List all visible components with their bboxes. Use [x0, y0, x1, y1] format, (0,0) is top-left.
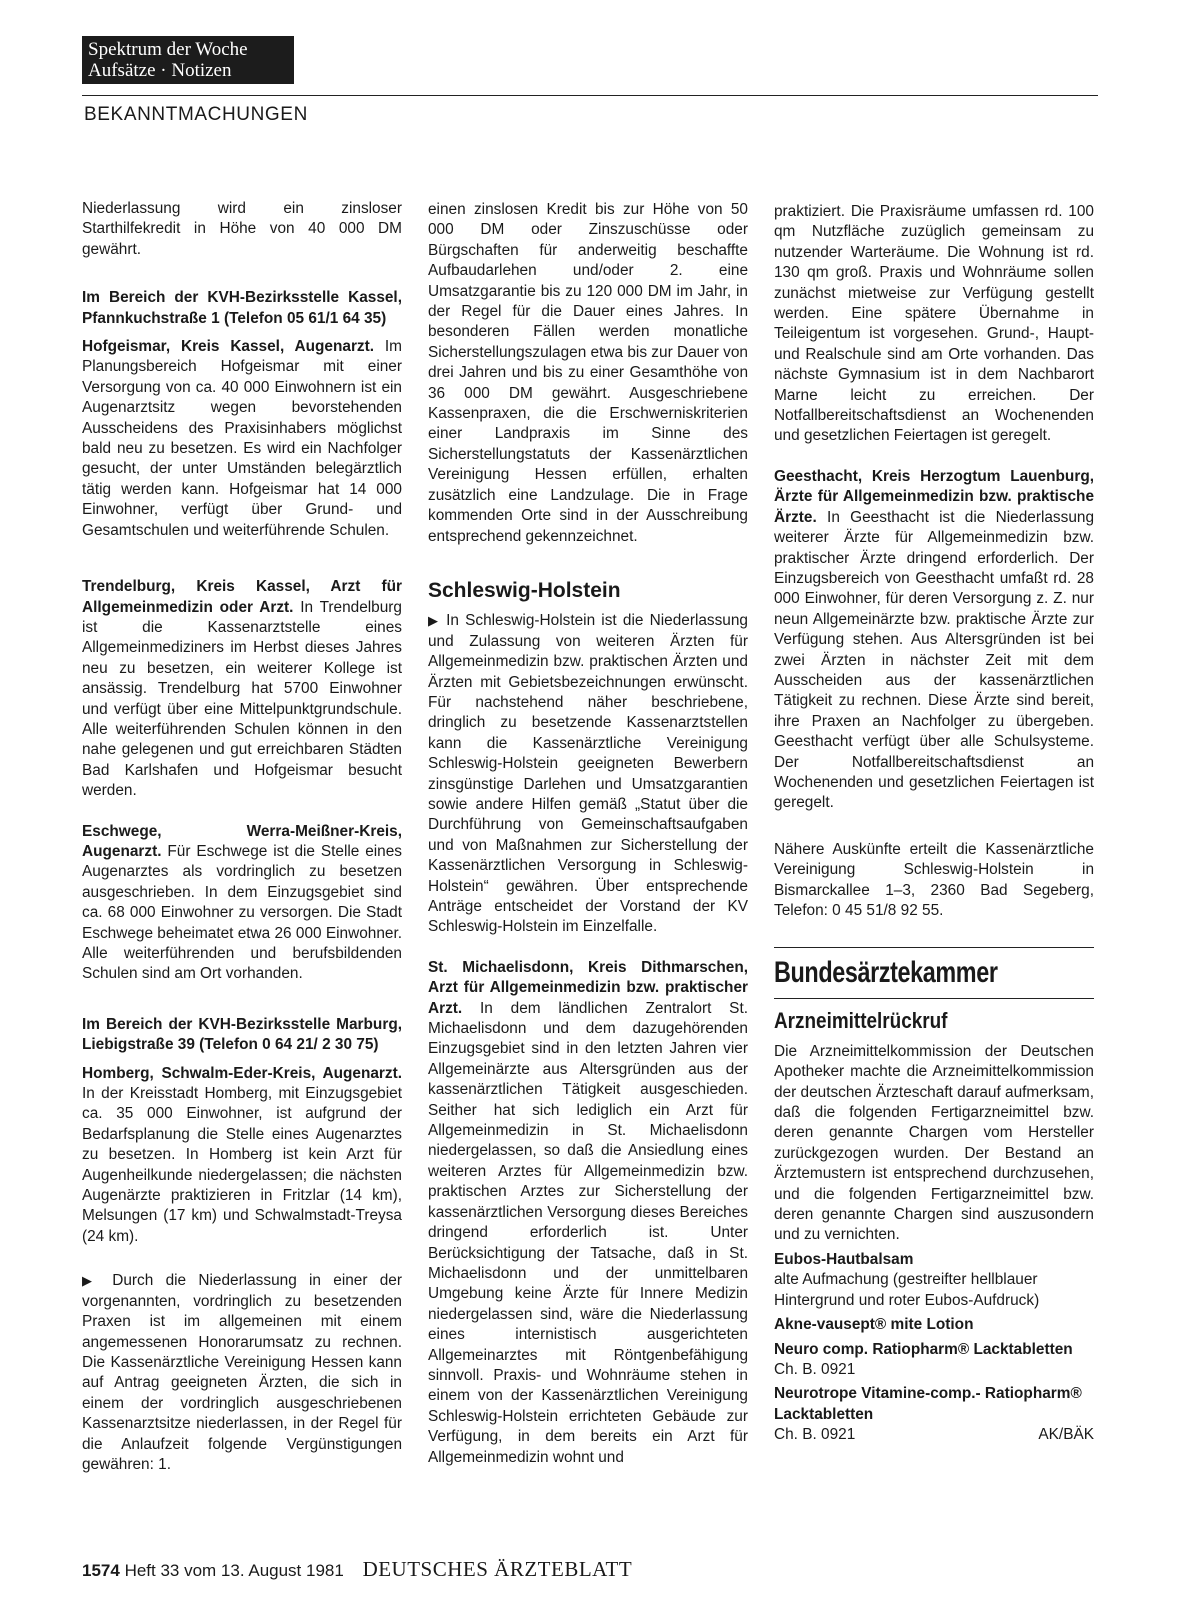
announcement-title: Hofgeismar, Kreis Kassel, Augenarzt.: [82, 338, 375, 356]
heading-bundesaerztekammer: Bundesärztekammer: [774, 956, 998, 990]
paragraph: Niederlassung wird ein zinsloser Starthilfekredit in Höhe von 40 000 DM gewährt.: [82, 200, 402, 258]
announcement-title: St. Michaelisdonn, Kreis Dithmarschen, Arzt für Allgemeinmedizin bzw. praktischer Arzt.: [428, 958, 748, 1017]
announcement-title: Geesthacht, Kreis Herzogtum Lauenburg, Ärzte für Allgemeinmedizin bzw. praktische Ärzte.: [774, 467, 1094, 526]
recall-item: [774, 1340, 1094, 1381]
announcement-title: Trendelburg, Kreis Kassel, Arzt für Allgemeinmedizin oder Arzt.: [82, 578, 402, 616]
recall-item-name: Neuro comp. Ratiopharm® Lacktabletten: [774, 1340, 1073, 1358]
arrow-icon: ▶: [428, 613, 440, 629]
column-2: [428, 200, 748, 1488]
announcement-text: In Geesthacht ist die Niederlassung weiterer Ärzte für Allgemeinmedizin bzw. praktischer Ärzte dringend erforderlich. Der Einzugsbereich von Geesthacht umfaßt rd. 28 000 Einwohner, für deren Versorgung z. Z. nur neun Allgemeinärzte bzw. praktische Ärzte zur Verfügung stehen. Aus Altersgründen ist bei zwei Ärzten in nächster Zeit mit dem Ausscheiden aus der kassenärztlichen Tätigkeit zu rechnen. Diese Ärzte sind bereit, ihre Praxen an Nachfolger zu übergeben. Geesthacht verfügt über alle Schulsysteme. Der Notfallbereitschaftsdienst an Wochenenden und gesetzlichen Feiertagen ist geregelt.: [774, 508, 1095, 812]
journal-name: DEUTSCHES ÄRZTEBLATT: [362, 1557, 633, 1581]
paragraph-text: Durch die Niederlassung in einer der vorgenannten, vordringlich zu besetzenden Praxen ist im allgemeinen mit einem angemessenen Honorarumsatz zu rechnen. Die Kassenärztliche Vereinigung Hessen kann auf Antrag geeigneten Ärzten, die sich in einem der vordringlich ausgeschriebenen Kassenarztsitze niederlassen, in der Regel für die Anlaufzeit folgende Vergünstigungen gewähren: 1.: [82, 1272, 402, 1473]
heading-arzneimittelrueckruf: Arzneimittelrückruf: [774, 1008, 948, 1034]
recall-item: [774, 1315, 1094, 1335]
announcement-geesthacht: [774, 467, 1094, 814]
recall-item-name: Neurotrope Vitamine-comp.- Ratiopharm® Lacktabletten: [774, 1385, 1082, 1423]
recall-item-name: Eubos-Hautbalsam: [774, 1250, 914, 1268]
paragraph-schleswig-holstein: [428, 611, 748, 938]
column-1: [82, 199, 402, 1495]
section-header-box: [82, 36, 294, 84]
paragraph: praktiziert. Die Praxisräume umfassen rd. 100 qm Nutzfläche zuzüglich gemeinsam zu nutzender Warteräume. Die Wohnung ist rd. 130 qm groß. Praxis und Wohnräume sollen zunächst mietweise zur Verfügung gestellt werden. Eine spätere Übernahme in Teileigentum ist vorgesehen. Grund-, Haupt- und Realschule sind am Orte vorhanden. Das nächste Gymnasium ist in dem Nachbarort Marne leicht zu erreichen. Der Notfallbereitschaftsdienst an Wochenenden und gesetzlichen Feiertagen ist geregelt.: [774, 203, 1094, 445]
recall-item: [774, 1250, 1094, 1311]
announcement-text: In Trendelburg ist die Kassenarztstelle eines Allgemeinmediziners im Herbst dieses Jahres neu zu besetzen, ein weiterer Kollege ist ansässig. Trendelburg hat 5700 Einwohner und verfügt über eine Mittelpunktgrundschule. Alle weiterführenden Schulen können in den nahe gelegenen und gut erreichbaren Städten Bad Karlshafen und Hofgeismar besucht werden.: [82, 598, 402, 800]
announcement-homberg: [82, 1064, 402, 1248]
announcement-trendelburg: [82, 577, 402, 801]
page-footer: [82, 1557, 632, 1582]
heading-schleswig-holstein: Schleswig-Holstein: [428, 578, 621, 602]
issue-info: Heft 33 vom 13. August 1981: [124, 1561, 344, 1580]
recall-item-desc: alte Aufmachung (gestreifter hellblauer Hintergrund und roter Eubos-Aufdruck): [774, 1271, 1040, 1309]
paragraph-benefits: [82, 1271, 402, 1475]
district-heading-kassel: Im Bereich der KVH-Bezirksstelle Kassel, Pfannkuchstraße 1 (Telefon 05 61/1 64 35): [82, 289, 402, 327]
announcement-text: In dem ländlichen Zentralort St. Michaelisdonn und dem dazugehörenden Einzugsgebiet sind in den letzten Jahren vier Allgemeinärzte aus Altersgründen aus der kassenärztlichen Tätigkeit ausgeschieden. Seither hat sich lediglich ein Arzt für Allgemeinmedizin in St. Michaelisdonn niedergelassen, so daß die Ansiedlung eines weiteren Arztes für Allgemeinmedizin bzw. praktischen Arztes zur Sicherstellung der kassenärztlichen Versorgung dieses Bereiches dringend erforderlich ist. Unter Berücksichtigung der Tatsache, daß in St. Michaelisdonn und der unmittelbaren Umgebung keine Ärzte für Innere Medizin niedergelassen sind, wäre die Niederlassung eines internistisch ausgerichteten Allgemeinarztes mit Röntgenbefähigung sinnvoll. Praxis- und Wohnräume stehen in einem von der Kassenärztlichen Vereinigung Schleswig-Holstein errichteten Gebäude zur Verfügung, in dem bereits ein Arzt für Allgemeinmedizin wohnt und: [428, 999, 748, 1466]
recall-item-name: Akne-vausept® mite Lotion: [774, 1316, 974, 1334]
recall-item: [774, 1384, 1094, 1445]
divider: [774, 998, 1094, 999]
announcement-text: Im Planungsbereich Hofgeismar mit einer Versorgung von ca. 40 000 Einwohnern ist ein Augenarztsitz wegen bevorstehenden Ausscheidens des Praxisinhabers möglichst bald neu zu besetzen. Es wird ein Nachfolger gesucht, der unter Umständen belegärztlich tätig werden kann. Hofgeismar hat 14 000 Einwohner, verfügt über Grund- und Gesamtschulen und weiterführende Schulen.: [82, 338, 402, 539]
paragraph-text: In Schleswig-Holstein ist die Niederlassung und Zulassung von weiteren Ärzten für Allgemeinmedizin bzw. praktischen Ärzten und Ärzten mit Gebietsbezeichnungen erwünscht. Für nachstehend näher beschriebene, dringlich zu besetzende Kassenarztstellen kann die Kassenärztliche Vereinigung Schleswig-Holstein geeigneten Bewerbern zinsgünstige Darlehen und Umsatzgarantien sowie andere Hilfen gemäß „Statut über die Durchführung von Gemeinschaftsaufgaben und von Maßnahmen zur Sicherstellung der Kassenärztlichen Versorgung in Schleswig-Holstein“ gewähren. Über entsprechende Anträge entscheidet der Vorstand der KV Schleswig-Holstein im Einzelfalle.: [428, 612, 748, 936]
arrow-icon: ▶: [82, 1273, 100, 1289]
announcement-eschwege: [82, 822, 402, 985]
header-rule: [82, 95, 1098, 96]
announcement-text: Für Eschwege ist die Stelle eines Augenarztes als vordringlich zu besetzen ausgeschrieben. In dem Einzugsgebiet sind ca. 68 000 Einwohner zu versorgen. Die Stadt Eschwege beheimatet etwa 26 000 Einwohner. Alle weiterführenden und berufsbildenden Schulen sind am Ort vorhanden.: [82, 842, 402, 983]
paragraph: einen zinslosen Kredit bis zur Höhe von 50 000 DM oder Zinszuschüsse oder Bürgschaften für anderweitig beschaffte Aufbaudarlehen und/oder 2. eine Umsatzgarantie bis zu 120 000 DM im Jahr, in der Regel für die Dauer eines Jahres. In besonderen Fällen werden monatliche Sicherstellungszulagen etwa bis zur Dauer von drei Jahren und bis zu einer Gesamthöhe von 36 000 DM gewährt. Ausgeschriebene Kassenpraxen, die die Erschwerniskriterien einer Landpraxis im Sinne des Sicherstellungstatuts der Kassenärztlichen Vereinigung Hessen erfüllen, erhalten zusätzlich eine Landzulage. Die in Frage kommenden Orte sind in der Ausschreibung entsprechend gekennzeichnet.: [428, 201, 748, 545]
announcement-hofgeismar: [82, 337, 402, 541]
recall-item-desc: Ch. B. 0921: [774, 1426, 856, 1444]
contact-info: Nähere Auskünfte erteilt die Kassenärztliche Vereinigung Schleswig-Holstein in Bismarckallee 1–3, 2360 Bad Segeberg, Telefon: 0 45 51/8 92 55.: [774, 840, 1094, 919]
header-line-2: Aufsätze · Notizen: [88, 60, 232, 81]
section-label: BEKANNTMACHUNGEN: [84, 104, 308, 125]
announcement-text: In der Kreisstadt Homberg, mit Einzugsgebiet ca. 35 000 Einwohner, ist aufgrund der Bedarfsplanung die Stelle eines Augenarztes zu besetzen. In Homberg ist kein Arzt für Augenheilkunde niedergelassen; die nächsten Augenärzte praktizieren in Fritzlar (14 km), Melsungen (17 km) und Schwalmstadt-Treysa (24 km).: [82, 1085, 402, 1245]
recall-paragraph: Die Arzneimittelkommission der Deutschen Apotheker machte die Arzneimittelkommission der deutschen Ärzteschaft darauf aufmerksam, daß die folgenden Fertigarzneimittel bzw. deren genannte Chargen vom Hersteller zurückgezogen wurden. Der Bestand an Ärztemustern ist entsprechend durchzusehen, und die folgenden Fertigarzneimittel bzw. deren genannte Chargen sind auszusondern und zu vernichten.: [774, 1042, 1094, 1244]
announcement-title: Homberg, Schwalm-Eder-Kreis, Augenarzt.: [82, 1064, 402, 1082]
header-line-1: Spektrum der Woche: [88, 39, 248, 60]
announcement-st-michaelisdonn: [428, 958, 748, 1468]
divider: [774, 947, 1094, 948]
district-heading-marburg: Im Bereich der KVH-Bezirksstelle Marburg, Liebigstraße 39 (Telefon 0 64 21/ 2 30 75): [82, 1015, 402, 1054]
announcement-title: Eschwege, Werra-Meißner-Kreis, Augenarzt.: [82, 822, 402, 860]
column-3: [774, 202, 1094, 1446]
recall-item-desc: Ch. B. 0921: [774, 1360, 856, 1378]
signature: AK/BÄK: [1038, 1426, 1094, 1444]
page-number: 1574: [82, 1561, 120, 1580]
